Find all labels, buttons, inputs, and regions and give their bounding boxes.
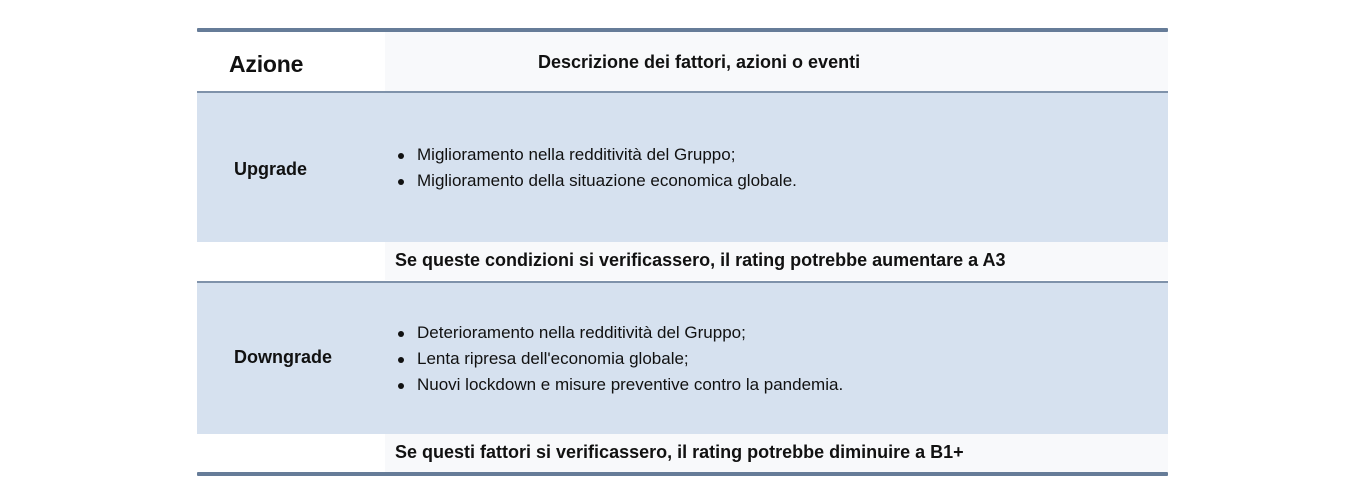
- header-action-label: Azione: [229, 51, 304, 77]
- upgrade-outcome-text: Se queste condizioni si verificassero, il rating potrebbe aumentare a A3: [395, 250, 1006, 270]
- upgrade-action-label: Upgrade: [234, 159, 308, 179]
- header-description-label: Descrizione dei fattori, azioni o eventi: [538, 52, 861, 72]
- upgrade-row: [197, 93, 1168, 242]
- upgrade-outcome-row: [197, 242, 1168, 280]
- downgrade-action-label: Downgrade: [234, 347, 333, 367]
- downgrade-factors-list: [395, 320, 843, 398]
- list-item: Lenta ripresa dell'economia globale;: [395, 346, 843, 372]
- upgrade-factors-list: [395, 142, 797, 194]
- rating-actions-table: [197, 28, 1168, 478]
- table-header-row: [197, 32, 1168, 91]
- list-item: Deterioramento nella redditività del Gruppo;: [395, 320, 843, 346]
- downgrade-outcome-text: Se questi fattori si verificassero, il rating potrebbe diminuire a B1+: [395, 442, 964, 462]
- downgrade-outcome-row: [197, 434, 1168, 472]
- table-bottom-rule: [197, 472, 1168, 476]
- list-item: Miglioramento della situazione economica globale.: [395, 168, 797, 194]
- list-item: Miglioramento nella redditività del Gruppo;: [395, 142, 797, 168]
- list-item: Nuovi lockdown e misure preventive contro la pandemia.: [395, 372, 843, 398]
- downgrade-row: [197, 283, 1168, 434]
